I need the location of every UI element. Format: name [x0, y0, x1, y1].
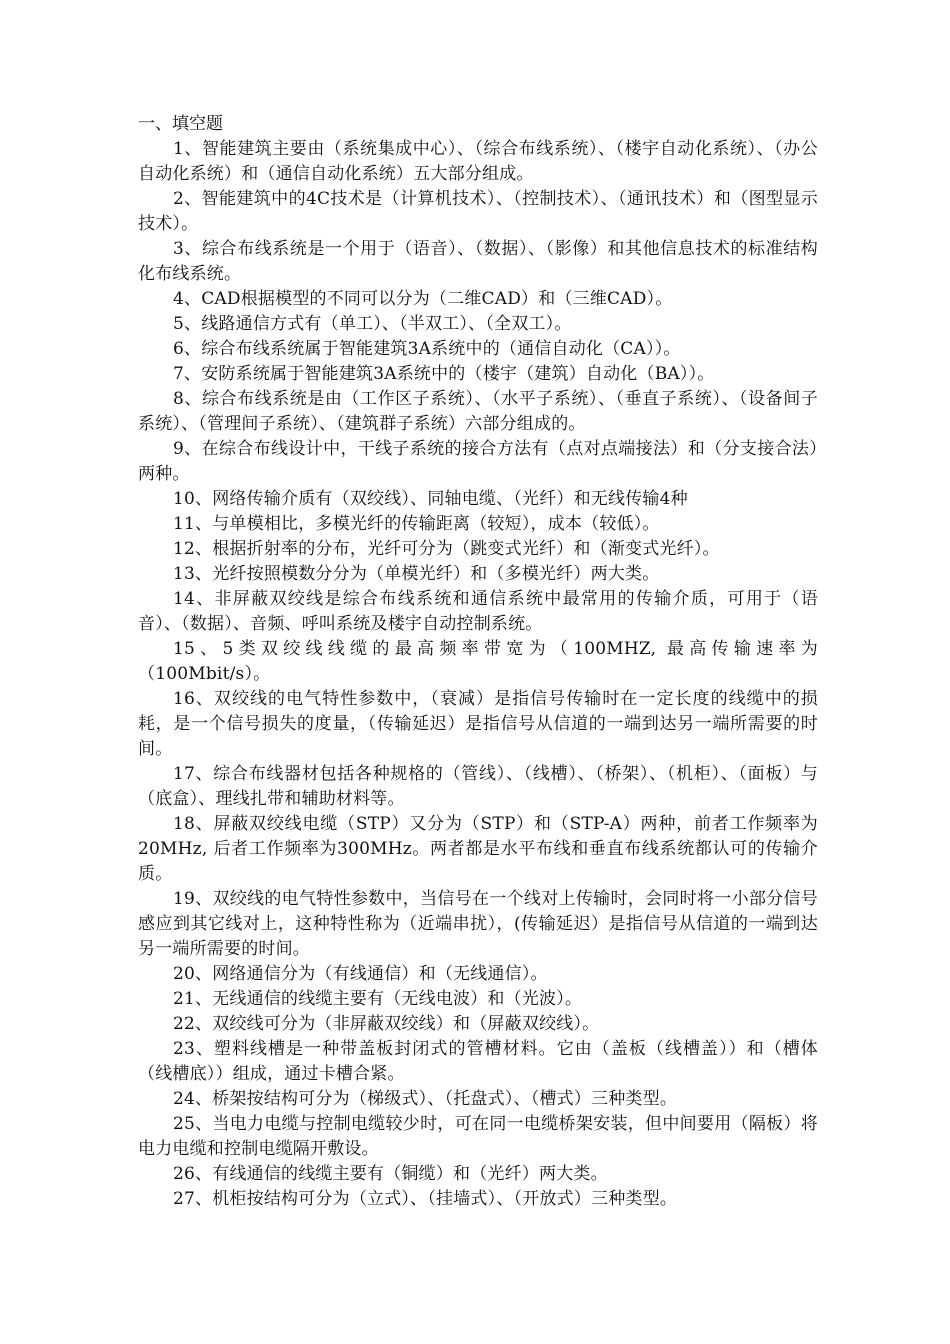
question-19: 19、双绞线的电气特性参数中，当信号在一个线对上传输时，会同时将一小部分信号感应到其它线对上，这种特性称为（近端串扰），(传输延迟）是指信号从信道的一端到达另一端所需要的时间。 [138, 889, 818, 959]
question-13: 13、光纤按照模数分分为（单模光纤）和（多模光纤）两大类。 [173, 564, 660, 584]
question-11: 11、与单模相比，多模光纤的传输距离（较短），成本（较低）。 [173, 514, 660, 534]
question-18: 18、屏蔽双绞线电缆（STP）又分为（STP）和（STP-A）两种，前者工作频率为20MHz, 后者工作频率为300MHz。两者都是水平布线和垂直布线系统都认可的传输介质。 [138, 814, 818, 884]
question-24: 24、桥架按结构可分为（梯级式）、（托盘式）、（槽式）三种类型。 [173, 1089, 678, 1109]
question-2: 2、智能建筑中的4C技术是（计算机技术）、（控制技术）、（通讯技术）和（图型显示技术）。 [138, 189, 818, 234]
question-26: 26、有线通信的线缆主要有（铜缆）和（光纤）两大类。 [173, 1164, 608, 1184]
question-20: 20、网络通信分为（有线通信）和（无线通信）。 [173, 964, 548, 984]
question-8: 8、综合布线系统是由（工作区子系统）、（水平子系统）、（垂直子系统）、（设备间子系统）、（管理间子系统）、（建筑群子系统）六部分组成的。 [138, 389, 818, 434]
document-page [138, 112, 818, 1212]
question-6: 6、综合布线系统属于智能建筑3A系统中的（通信自动化（CA））。 [173, 339, 681, 359]
question-4: 4、CAD根据模型的不同可以分为（二维CAD）和（三维CAD）。 [173, 289, 673, 309]
question-25: 25、当电力电缆与控制电缆较少时，可在同一电缆桥架安装，但中间要用（隔板）将电力电缆和控制电缆隔开敷设。 [138, 1114, 818, 1159]
question-27: 27、机柜按结构可分为（立式）、（挂墙式）、（开放式）三种类型。 [173, 1189, 678, 1209]
question-12: 12、根据折射率的分布，光纤可分为（跳变式光纤）和（渐变式光纤）。 [173, 539, 720, 559]
question-5: 5、线路通信方式有（单工）、（半双工）、（全双工）。 [173, 314, 572, 334]
question-15: 15、5类双绞线线缆的最高频率带宽为（100MHZ, 最高传输速率为（100Mbit/s）。 [138, 639, 818, 684]
question-16: 16、双绞线的电气特性参数中，（衰减）是指信号传输时在一定长度的线缆中的损耗，是一个信号损失的度量，（传输延迟）是指信号从信道的一端到达另一端所需要的时间。 [138, 689, 818, 759]
question-7: 7、安防系统属于智能建筑3A系统中的（楼宇（建筑）自动化（BA））。 [173, 364, 715, 384]
question-23: 23、塑料线槽是一种带盖板封闭式的管槽材料。它由（盖板（线槽盖））和（槽体（线槽底））组成，通过卡槽合紧。 [138, 1039, 818, 1084]
question-9: 9、在综合布线设计中，干线子系统的接合方法有（点对点端接法）和（分支接合法）两种。 [138, 439, 818, 484]
question-list [138, 137, 818, 1212]
question-1: 1、智能建筑主要由（系统集成中心）、（综合布线系统）、（楼宇自动化系统）、（办公自动化系统）和（通信自动化系统）五大部分组成。 [138, 139, 818, 184]
question-22: 22、双绞线可分为（非屏蔽双绞线）和（屏蔽双绞线）。 [173, 1014, 600, 1034]
question-21: 21、无线通信的线缆主要有（无线电波）和（光波）。 [173, 989, 583, 1009]
question-3: 3、综合布线系统是一个用于（语音）、（数据）、（影像）和其他信息技术的标准结构化布线系统。 [138, 239, 818, 284]
section-title: 一、填空题 [138, 114, 223, 134]
question-14: 14、非屏蔽双绞线是综合布线系统和通信系统中最常用的传输介质，可用于（语音）、（数据）、音频、呼叫系统及楼宇自动控制系统。 [138, 589, 818, 634]
question-17: 17、综合布线器材包括各种规格的（管线）、（线槽）、（桥架）、（机柜）、（面板）与（底盒）、理线扎带和辅助材料等。 [138, 764, 818, 809]
question-10: 10、网络传输介质有（双绞线）、同轴电缆、（光纤）和无线传输4种 [173, 489, 688, 509]
